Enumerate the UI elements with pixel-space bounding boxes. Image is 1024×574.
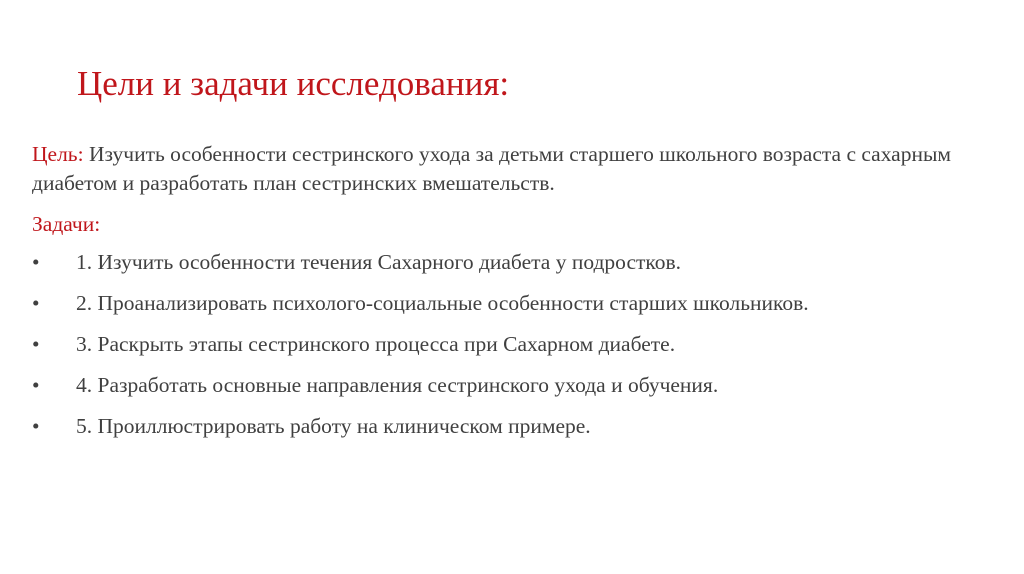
task-text: 4. Разработать основные направления сестринского ухода и обучения. — [76, 373, 719, 397]
list-item — [32, 242, 1002, 283]
list-item — [32, 324, 1002, 365]
slide-content — [32, 140, 1002, 447]
list-item — [32, 365, 1002, 406]
tasks-heading: Задачи: — [32, 212, 101, 236]
bullet-icon: • — [32, 332, 40, 356]
task-text: 2. Проанализировать психолого-социальные особенности старших школьников. — [76, 291, 809, 315]
task-text: 5. Проиллюстрировать работу на клиническом примере. — [76, 414, 591, 438]
bullet-icon: • — [32, 373, 40, 397]
task-list — [32, 242, 1002, 447]
task-text: 3. Раскрыть этапы сестринского процесса при Сахарном диабете. — [76, 332, 676, 356]
goal-text: Изучить особенности сестринского ухода за детьми старшего школьного возраста с сахарным диабетом и разработать план сестринских вмешательств. — [32, 142, 952, 195]
slide-title: Цели и задачи исследования: — [77, 64, 510, 103]
list-item — [32, 406, 1002, 447]
goal-label: Цель: — [32, 142, 84, 166]
goal-paragraph — [32, 140, 1002, 198]
list-item — [32, 283, 1002, 324]
task-text: 1. Изучить особенности течения Сахарного диабета у подростков. — [76, 250, 682, 274]
bullet-icon: • — [32, 291, 40, 315]
bullet-icon: • — [32, 414, 40, 438]
bullet-icon: • — [32, 250, 40, 274]
